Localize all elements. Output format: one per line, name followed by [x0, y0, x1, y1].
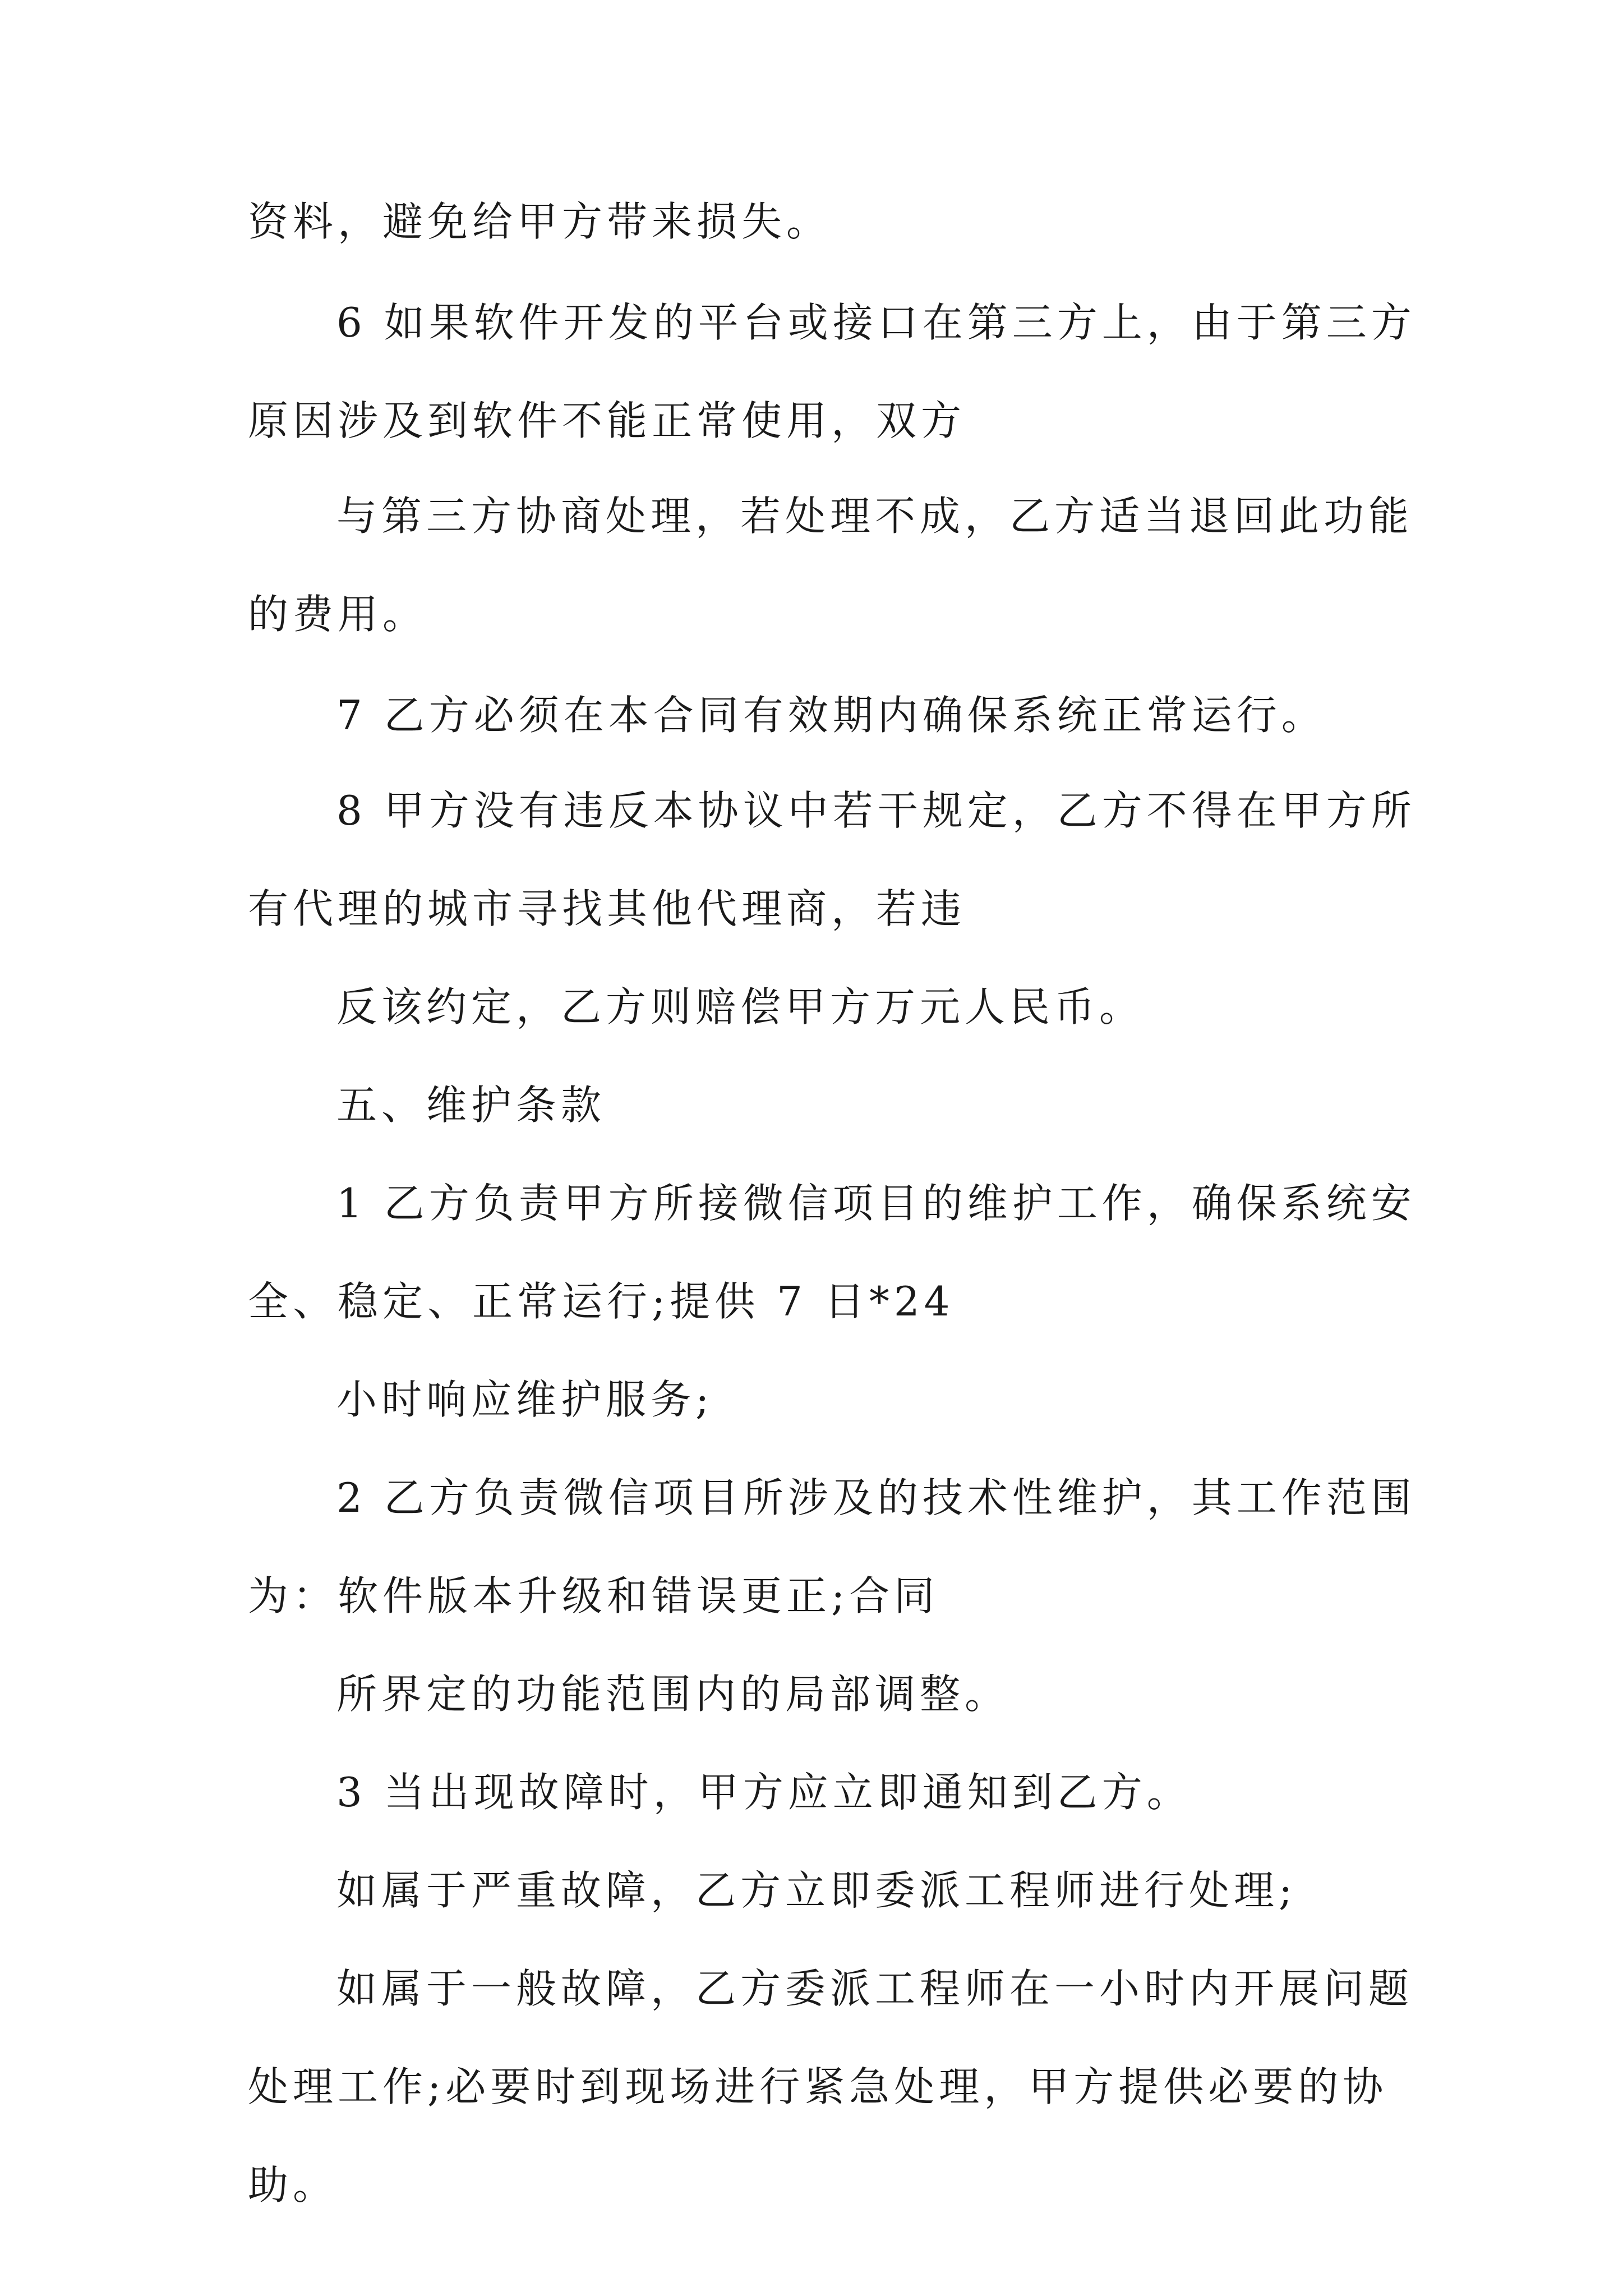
text-line: 2 乙方负责微信项目所涉及的技术性维护，其工作范围: [336, 1474, 1416, 1521]
text-line: 如属于一般故障，乙方委派工程师在一小时内开展问题: [336, 1965, 1414, 2012]
text-line: 1 乙方负责甲方所接微信项目的维护工作，确保系统安: [336, 1180, 1416, 1227]
text-line: 小时响应维护服务;: [336, 1376, 714, 1423]
text-line: 7 乙方必须在本合同有效期内确保系统正常运行。: [336, 692, 1326, 739]
text-line: 3 当出现故障时，甲方应立即通知到乙方。: [336, 1769, 1192, 1816]
text-line: 原因涉及到软件不能正常使用，双方: [248, 397, 966, 444]
text-line: 处理工作;必要时到现场进行紧急处理，甲方提供必要的协: [248, 2063, 1388, 2110]
text-line: 与第三方协商处理，若处理不成，乙方适当退回此功能: [336, 493, 1414, 540]
text-line: 如属于严重故障，乙方立即委派工程师进行处理;: [336, 1867, 1297, 1914]
text-line: 反该约定，乙方则赔偿甲方万元人民币。: [336, 983, 1145, 1030]
text-line: 6 如果软件开发的平台或接口在第三方上，由于第三方: [336, 299, 1416, 346]
text-line: 助。: [248, 2161, 338, 2208]
text-line: 全、稳定、正常运行;提供 7 日*24: [248, 1278, 955, 1325]
section-heading: 五、维护条款: [336, 1082, 606, 1129]
text-line: 为：软件版本升级和错误更正;合同: [248, 1572, 939, 1619]
text-line: 资料，避免给甲方带来损失。: [248, 198, 832, 245]
text-line: 的费用。: [248, 591, 428, 638]
text-line: 8 甲方没有违反本协议中若干规定，乙方不得在甲方所: [336, 787, 1416, 834]
text-line: 所界定的功能范围内的局部调整。: [336, 1671, 1010, 1718]
text-line: 有代理的城市寻找其他代理商，若违: [248, 885, 966, 932]
